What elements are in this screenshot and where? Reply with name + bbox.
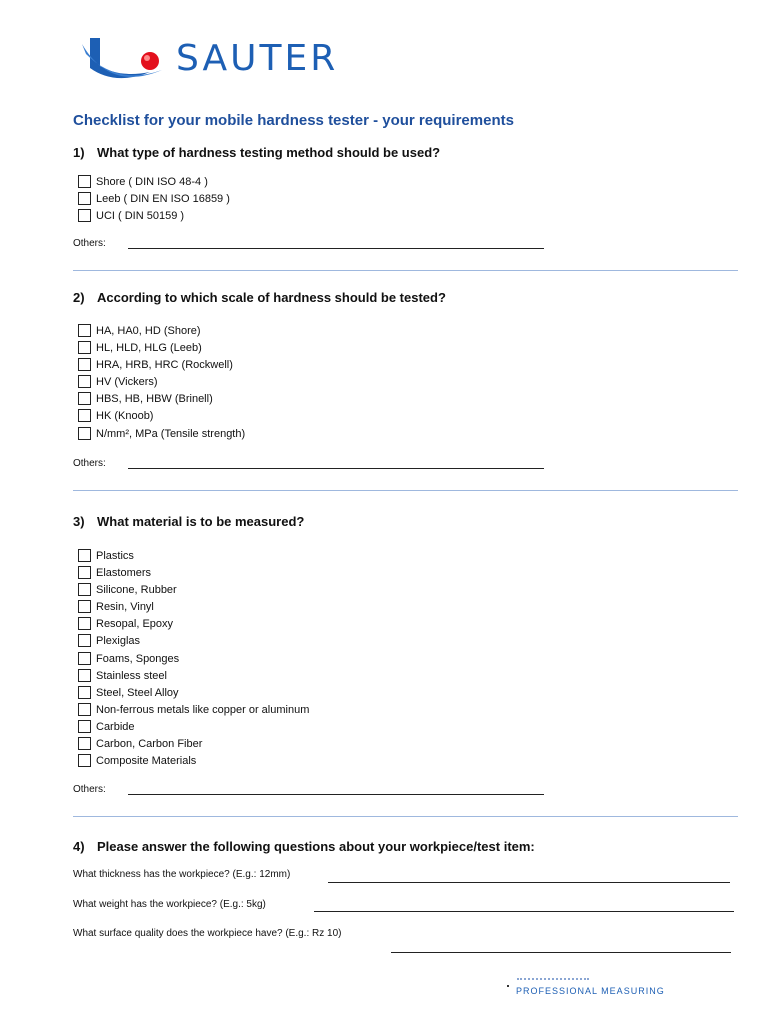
option-label: Leeb ( DIN EN ISO 16859 ): [96, 192, 230, 205]
checkbox[interactable]: [78, 175, 91, 188]
checkbox-option[interactable]: [78, 426, 245, 441]
checkbox[interactable]: [78, 686, 91, 699]
checkbox-option[interactable]: [78, 668, 167, 683]
checkbox[interactable]: [78, 358, 91, 371]
checkbox-option[interactable]: [78, 599, 154, 614]
weight-question: What weight has the workpiece? (E.g.: 5kg): [73, 899, 266, 910]
option-label: HRA, HRB, HRC (Rockwell): [96, 358, 233, 371]
checkbox-option[interactable]: [78, 685, 179, 700]
option-label: Plastics: [96, 549, 134, 562]
option-label: Carbide: [96, 720, 135, 733]
checkbox-option[interactable]: [78, 633, 140, 648]
checkbox[interactable]: [78, 652, 91, 665]
page-title: Checklist for your mobile hardness tester - your requirements: [73, 112, 514, 129]
option-label: HL, HLD, HLG (Leeb): [96, 341, 202, 354]
logo-red-ball-icon: [141, 52, 159, 70]
checkbox-option[interactable]: [78, 323, 201, 338]
checkbox[interactable]: [78, 392, 91, 405]
checkbox-option[interactable]: [78, 753, 196, 768]
checkbox-option[interactable]: [78, 374, 158, 389]
section-divider: [73, 270, 738, 271]
checkbox-option[interactable]: [78, 702, 309, 717]
brand-name: SAUTER: [176, 38, 339, 79]
question-2: [73, 290, 446, 305]
checkbox[interactable]: [78, 549, 91, 562]
option-label: HV (Vickers): [96, 375, 158, 388]
checkbox-option[interactable]: [78, 191, 230, 206]
question-text: Please answer the following questions about your workpiece/test item:: [97, 839, 535, 854]
checkbox[interactable]: [78, 192, 91, 205]
checkbox-option[interactable]: [78, 408, 153, 423]
checkbox-option[interactable]: [78, 548, 134, 563]
option-label: Foams, Sponges: [96, 652, 180, 665]
question-text: What type of hardness testing method should be used?: [97, 145, 441, 160]
question-3: [73, 514, 304, 529]
surface-quality-input-line[interactable]: [391, 952, 731, 953]
checkbox-option[interactable]: [78, 565, 151, 580]
question-1: [73, 145, 440, 160]
question-number: 1): [73, 145, 85, 160]
checkbox-option[interactable]: [78, 719, 135, 734]
option-label: Elastomers: [96, 566, 152, 579]
checkbox-option[interactable]: [78, 616, 173, 631]
question-text: What material is to be measured?: [97, 514, 305, 529]
question-number: 2): [73, 290, 85, 305]
checkbox[interactable]: [78, 600, 91, 613]
option-label: Resin, Vinyl: [96, 600, 154, 613]
others-label: Others:: [73, 458, 106, 469]
checkbox[interactable]: [78, 409, 91, 422]
weight-input-line[interactable]: [314, 911, 734, 912]
checkbox[interactable]: [78, 634, 91, 647]
question-number: 3): [73, 514, 85, 529]
option-label: HA, HA0, HD (Shore): [96, 324, 201, 337]
checkbox[interactable]: [78, 341, 91, 354]
checkbox[interactable]: [78, 427, 91, 440]
footer-decoration: [517, 978, 589, 983]
checkbox-option[interactable]: [78, 208, 184, 223]
checkbox[interactable]: [78, 737, 91, 750]
checkbox-option[interactable]: [78, 736, 202, 751]
checkbox-option[interactable]: [78, 651, 179, 666]
checkbox[interactable]: [78, 375, 91, 388]
question-4: [73, 839, 535, 854]
checkbox-option[interactable]: [78, 340, 202, 355]
option-label: HBS, HB, HBW (Brinell): [96, 392, 213, 405]
option-label: Steel, Steel Alloy: [96, 686, 179, 699]
checkbox-option[interactable]: [78, 357, 233, 372]
others-label: Others:: [73, 238, 106, 249]
question-text: According to which scale of hardness should be tested?: [97, 290, 446, 305]
option-label: Resopal, Epoxy: [96, 617, 174, 630]
checkbox[interactable]: [78, 566, 91, 579]
others-label: Others:: [73, 784, 106, 795]
footer-tagline: PROFESSIONAL MEASURING: [516, 986, 665, 996]
option-label: Shore ( DIN ISO 48-4 ): [96, 175, 208, 188]
section-divider: [73, 816, 738, 817]
others-input-line[interactable]: [128, 794, 544, 795]
checkbox[interactable]: [78, 754, 91, 767]
footer-mark: [507, 985, 509, 987]
checkbox[interactable]: [78, 669, 91, 682]
checkbox-option[interactable]: [78, 174, 208, 189]
option-label: Composite Materials: [96, 754, 197, 767]
question-number: 4): [73, 839, 85, 854]
option-label: Plexiglas: [96, 634, 141, 647]
thickness-question: What thickness has the workpiece? (E.g.: 12mm): [73, 869, 291, 880]
checkbox-option[interactable]: [78, 582, 177, 597]
option-label: Non-ferrous metals like copper or aluminum: [96, 703, 310, 716]
option-label: UCI ( DIN 50159 ): [96, 209, 185, 222]
checkbox[interactable]: [78, 720, 91, 733]
checkbox[interactable]: [78, 209, 91, 222]
section-divider: [73, 490, 738, 491]
checkbox-option[interactable]: [78, 391, 213, 406]
option-label: Stainless steel: [96, 669, 167, 682]
logo-swoosh-icon: [90, 38, 150, 78]
checkbox[interactable]: [78, 324, 91, 337]
checkbox[interactable]: [78, 617, 91, 630]
option-label: Silicone, Rubber: [96, 583, 177, 596]
checkbox[interactable]: [78, 703, 91, 716]
others-input-line[interactable]: [128, 248, 544, 249]
option-label: Carbon, Carbon Fiber: [96, 737, 203, 750]
surface-quality-question: What surface quality does the workpiece have? (E.g.: Rz 10): [73, 928, 342, 939]
option-label: N/mm², MPa (Tensile strength): [96, 427, 246, 440]
option-label: HK (Knoob): [96, 409, 154, 422]
others-input-line[interactable]: [128, 468, 544, 469]
checkbox[interactable]: [78, 583, 91, 596]
thickness-input-line[interactable]: [328, 882, 730, 883]
